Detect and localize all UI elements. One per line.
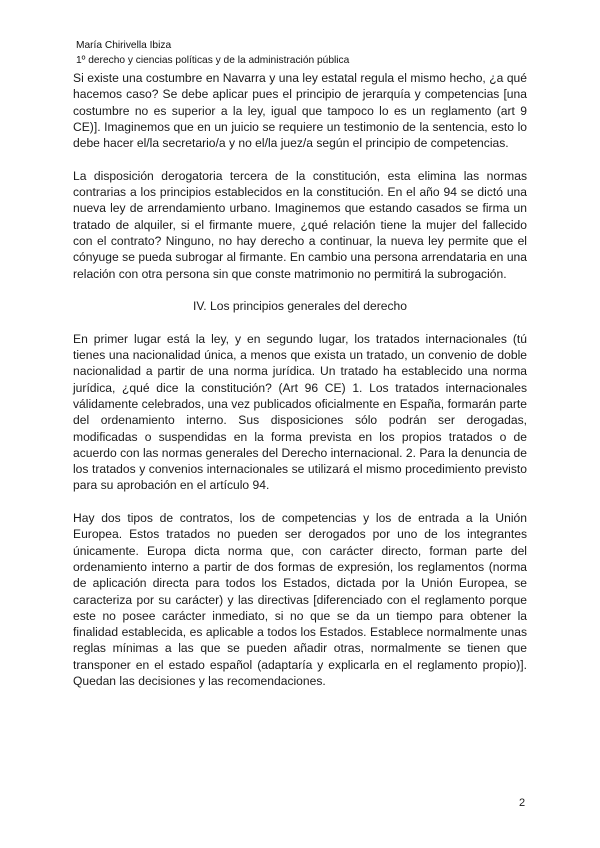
header-course: 1º derecho y ciencias políticas y de la administración pública: [76, 55, 350, 66]
page-header: [76, 38, 349, 68]
paragraph-costumbre: Si existe una costumbre en Navarra y una ley estatal regula el mismo hecho, ¿a qué hacemos caso? Se debe aplicar pues el principio de jerarquía y competencias [una costumbre no es superior a la ley, igual que tampoco lo es un reglamento (art 9 CE)]. Imaginemos que en un juicio se requiere un testimonio de la sentencia, esto lo debe hacer el/la secretario/a y no el/la juez/a según el principio de competencias.: [73, 71, 527, 151]
document-body: [73, 70, 527, 706]
paragraph-tratados-internacionales: En primer lugar está la ley, y en segundo lugar, los tratados internacionales (tú tienes una nacionalidad única, a menos que exista un tratado, un convenio de doble nacionalidad a partir de una norma jurídica. Un tratado ha establecido una norma jurídica, ¿qué dice la constitución? (Art 96 CE) 1. Los tratados internacionales válidamente celebrados, una vez publicados oficialmente en España, formarán parte del ordenamiento interno. Sus disposiciones sólo podrán ser derogadas, modificadas o suspendidas en la forma prevista en los propios tratados o de acuerdo con las normas generales del Derecho internacional. 2. Para la denuncia de los tratados y convenios internacionales se utilizará el mismo procedimiento previsto para su aprobación en el artículo 94.: [73, 331, 527, 493]
page-number: 2: [519, 797, 526, 809]
paragraph-tipos-contratos: Hay dos tipos de contratos, los de competencias y los de entrada a la Unión Europea. Estos tratados no pueden ser derogados por uno de los integrantes únicamente. Europa dicta norma que, con carácter directo, forman parte del ordenamiento interno a partir de dos formas de expresión, los reglamentos (norma de aplicación directa para todos los Estados, dictada por la Unión Europea, se caracteriza por su carácter) y las directivas [diferenciado con el reglamento porque este no posee carácter inmediato, si no que se da un tiempo para obtener la finalidad establecida, es aplicable a todos los Estados. Establece normalmente unas reglas mínimas a las que se pueden añadir otras, normalmente se tienen que transponer en el estado español (adaptaría y explicarla en el reglamento propio)]. Quedan las decisiones y las recomendaciones.: [73, 511, 527, 688]
header-author: María Chirivella Ibiza: [76, 40, 172, 51]
paragraph-disposicion-derogatoria: La disposición derogatoria tercera de la constitución, esta elimina las normas contrarias a los principios establecidos en la constitución. En el año 94 se dictó una nueva ley de arrendamiento urbano. Imaginemos que estando casados se firma un tratado de alquiler, si el firmante muere, ¿qué relación tiene la mujer del fallecido con el contrato? Ninguno, no hay derecho a continuar, la nueva ley permite que el cónyuge se pueda subrogar al firmante. En cambio una persona arrendataria en una relación con otra persona sin que conste matrimonio no permitirá la subrogación.: [73, 168, 527, 281]
section-title: IV. Los principios generales del derecho: [192, 299, 408, 314]
